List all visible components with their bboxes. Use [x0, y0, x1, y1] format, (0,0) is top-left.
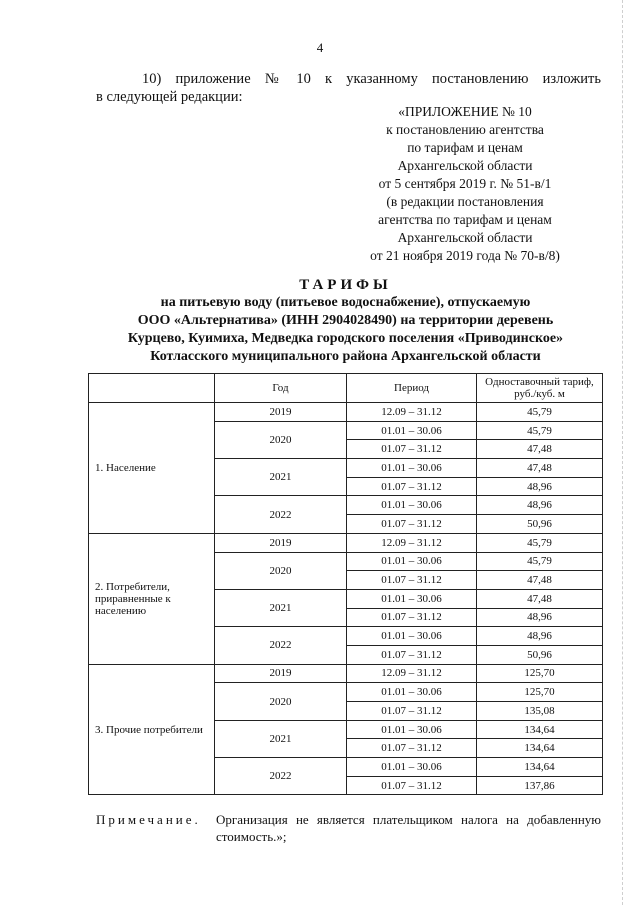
note-text-line-2: стоимость.»; [216, 829, 287, 844]
appendix-line: Архангельской области [397, 158, 533, 173]
year-cell: 2019 [215, 403, 347, 422]
appendix-header [330, 103, 600, 265]
tariff-cell: 50,96 [477, 515, 603, 534]
appendix-line: «ПРИЛОЖЕНИЕ № 10 [398, 104, 532, 119]
year-cell: 2021 [215, 720, 347, 757]
appendix-line: Архангельской области [397, 230, 533, 245]
period-cell: 01.01 – 30.06 [347, 720, 477, 739]
year-cell: 2020 [215, 683, 347, 720]
note [96, 811, 601, 845]
appendix-line: от 21 ноября 2019 года № 70-в/8) [370, 248, 560, 263]
tariff-cell: 48,96 [477, 608, 603, 627]
period-cell: 12.09 – 31.12 [347, 403, 477, 422]
tariff-cell: 47,48 [477, 440, 603, 459]
period-cell: 12.09 – 31.12 [347, 664, 477, 683]
page-number: 4 [316, 40, 324, 55]
header-year: Год [215, 374, 347, 403]
category-cell: 2. Потребители, приравненные к населению [89, 533, 215, 664]
period-cell: 01.01 – 30.06 [347, 589, 477, 608]
table-row [89, 403, 603, 422]
heading-line: ООО «Альтернатива» (ИНН 2904028490) на территории деревень [137, 313, 554, 328]
tariff-cell: 48,96 [477, 627, 603, 646]
table-row [89, 533, 603, 552]
tariff-cell: 135,08 [477, 702, 603, 721]
period-cell: 01.01 – 30.06 [347, 496, 477, 515]
period-cell: 01.01 – 30.06 [347, 421, 477, 440]
heading-line: на питьевую воду (питьевое водоснабжение), отпускаемую [160, 295, 531, 310]
tariff-table-wrapper [88, 373, 602, 795]
year-cell: 2019 [215, 533, 347, 552]
year-cell: 2021 [215, 589, 347, 626]
tariff-cell: 47,48 [477, 459, 603, 478]
period-cell: 01.07 – 31.12 [347, 515, 477, 534]
tariff-cell: 45,79 [477, 533, 603, 552]
header-period: Период [347, 374, 477, 403]
tariff-cell: 47,48 [477, 571, 603, 590]
tariff-cell: 137,86 [477, 776, 603, 795]
table-header-row [89, 374, 603, 403]
period-cell: 01.01 – 30.06 [347, 683, 477, 702]
period-cell: 01.01 – 30.06 [347, 627, 477, 646]
year-cell: 2022 [215, 758, 347, 795]
appendix-line: (в редакции постановления [386, 194, 544, 209]
tariff-cell: 134,64 [477, 720, 603, 739]
header-tariff: Одноставочный тариф, руб./куб. м [477, 374, 603, 403]
tariff-cell: 45,79 [477, 421, 603, 440]
heading-title: ТАРИФЫ [299, 277, 392, 293]
intro-line-2: в следующей редакции: [96, 89, 243, 105]
tariff-cell: 125,70 [477, 664, 603, 683]
period-cell: 01.07 – 31.12 [347, 739, 477, 758]
tariff-cell: 45,79 [477, 552, 603, 571]
table-body [89, 403, 603, 795]
table-row [89, 664, 603, 683]
tariff-cell: 45,79 [477, 403, 603, 422]
intro-paragraph [96, 70, 601, 106]
period-cell: 01.07 – 31.12 [347, 608, 477, 627]
tariff-cell: 50,96 [477, 645, 603, 664]
period-cell: 01.07 – 31.12 [347, 571, 477, 590]
note-label: Примечание. [96, 812, 201, 827]
period-cell: 01.07 – 31.12 [347, 477, 477, 496]
category-cell: 1. Население [89, 403, 215, 534]
tariff-table [88, 373, 603, 795]
period-cell: 01.01 – 30.06 [347, 459, 477, 478]
tariff-cell: 47,48 [477, 589, 603, 608]
period-cell: 12.09 – 31.12 [347, 533, 477, 552]
period-cell: 01.07 – 31.12 [347, 440, 477, 459]
period-cell: 01.07 – 31.12 [347, 645, 477, 664]
heading-line: Курцево, Куимиха, Медведка городского поселения «Приводинское» [127, 331, 564, 346]
note-text-line-1: Организация не является плательщиком налога на добавленную [216, 812, 601, 827]
header-category [89, 374, 215, 403]
category-cell: 3. Прочие потребители [89, 664, 215, 795]
period-cell: 01.01 – 30.06 [347, 758, 477, 777]
period-cell: 01.01 – 30.06 [347, 552, 477, 571]
intro-line-1: 10) приложение № 10 к указанному постановлению изложить [142, 71, 601, 87]
appendix-line: по тарифам и ценам [407, 140, 523, 155]
year-cell: 2021 [215, 459, 347, 496]
appendix-line: от 5 сентября 2019 г. № 51-в/1 [378, 176, 552, 191]
year-cell: 2019 [215, 664, 347, 683]
appendix-line: агентства по тарифам и ценам [378, 212, 552, 227]
year-cell: 2022 [215, 496, 347, 533]
year-cell: 2020 [215, 421, 347, 458]
tariff-cell: 134,64 [477, 739, 603, 758]
period-cell: 01.07 – 31.12 [347, 776, 477, 795]
document-heading [88, 276, 603, 366]
appendix-line: к постановлению агентства [386, 122, 544, 137]
tariff-cell: 134,64 [477, 758, 603, 777]
tariff-cell: 48,96 [477, 477, 603, 496]
tariff-cell: 48,96 [477, 496, 603, 515]
tariff-cell: 125,70 [477, 683, 603, 702]
period-cell: 01.07 – 31.12 [347, 702, 477, 721]
margin-guide-line [622, 0, 623, 905]
year-cell: 2022 [215, 627, 347, 664]
year-cell: 2020 [215, 552, 347, 589]
heading-line: Котласского муниципального района Архангельской области [150, 349, 541, 364]
